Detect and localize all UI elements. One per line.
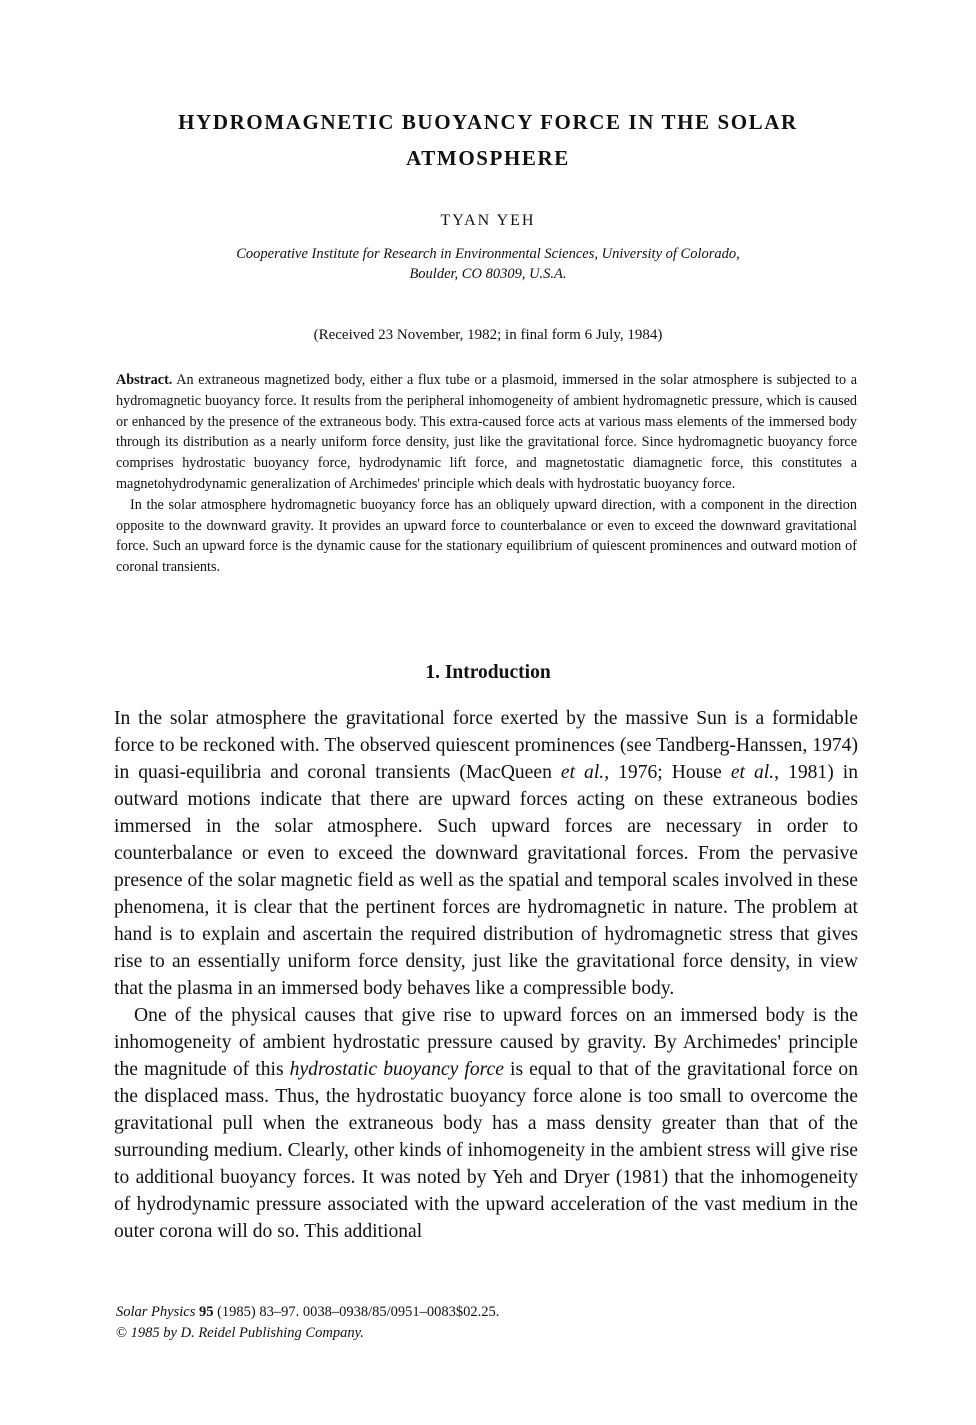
abstract-paragraph-2: In the solar atmosphere hydromagnetic buoyancy force has an obliquely upward direction, with a component in the direction opposite to the downward gravity. It provides an upward force to counterbalance or even to exceed the downward gravitational force. Such an upward force is the dynamic cause for the stationary equilibrium of quiescent prominences and outward motion of coronal transients. [116, 496, 857, 576]
author-affiliation [150, 244, 826, 284]
body-text-italic: hydrostatic buoyancy force [289, 1059, 504, 1080]
introduction-body [114, 705, 858, 1245]
author-name: TYAN YEH [440, 212, 536, 229]
abstract [116, 370, 857, 578]
body-text-segment: One of the physical causes that give rise to upward forces on an immersed body is the inhomogeneity of ambient hydrostatic pressure caused by gravity. By Archimedes' principle the magnitude of this [114, 1005, 858, 1080]
body-text-segment: is equal to that of the gravitational force on the displaced mass. Thus, the hydrostatic buoyancy force alone is too small to overcome the gravitational pull when the extraneous body has a mass density greater than that of the surrounding medium. Clearly, other kinds of inhomogeneity in the ambient stress will give rise to additional buoyancy forces. It was noted by Yeh and Dryer (1981) that the inhomogeneity of hydrodynamic pressure associated with the upward acceleration of the vast medium in the outer corona will do so. This additional [114, 1059, 858, 1242]
body-paragraph-2 [114, 1002, 858, 1245]
page-footer [116, 1302, 716, 1344]
copyright-text: 1985 by D. Reidel Publishing Company. [127, 1325, 364, 1341]
citation-details: (1985) 83–97. 0038–0938/85/0951–0083$02.25. [213, 1304, 500, 1320]
body-paragraph-1 [114, 705, 858, 1002]
paper-title: HYDROMAGNETIC BUOYANCY FORCE IN THE SOLAR ATMOSPHERE [178, 110, 798, 170]
body-text-segment: , 1976; House [604, 762, 731, 783]
section-heading-introduction: 1. Introduction [425, 662, 551, 683]
copyright-line [116, 1323, 716, 1344]
body-text-italic: et al. [730, 762, 775, 783]
journal-name: Solar Physics [116, 1304, 196, 1320]
abstract-paragraph-1 [116, 370, 857, 495]
citation-line [116, 1302, 716, 1323]
body-text-italic: et al. [560, 762, 605, 783]
abstract-label: Abstract. [116, 372, 173, 388]
body-text-segment: , 1981) in outward motions indicate that there are upward forces acting on these extraneous bodies immersed in the solar atmosphere. Such upward forces are necessary in order to counterbalance or even to exceed the downward gravitational forces. From the pervasive presence of the solar magnetic field as well as the spatial and temporal scales involved in these phenomena, it is clear that the pertinent forces are hydromagnetic in nature. The problem at hand is to explain and ascertain the required distribution of hydromagnetic stress that gives rise to an essentially uniform force density, just like the gravitational force density, in view that the plasma in an immersed body behaves like a compressible body. [114, 762, 858, 999]
body-text-segment: In the solar atmosphere the gravitational force exerted by the massive Sun is a formidable force to be reckoned with. The observed quiescent prominences (see Tandberg-Hanssen, 1974) in quasi-equilibria and coronal transients (MacQueen [114, 708, 858, 783]
copyright-symbol: © [116, 1325, 128, 1341]
journal-volume: 95 [198, 1304, 214, 1320]
abstract-text-1: An extraneous magnetized body, either a flux tube or a plasmoid, immersed in the solar atmosphere is subjected to a hydromagnetic buoyancy force. It results from the peripheral inhomogeneity of ambient hydromagnetic pressure, which is caused or enhanced by the presence of the extraneous body. This extra-caused force acts at various mass elements of the immersed body through its distribution as a nearly uniform force density, just like the gravitational force. Since hydromagnetic buoyancy force comprises hydrostatic buoyancy force, hydrodynamic lift force, and magnetostatic diamagnetic force, this constitutes a magnetohydrodynamic generalization of Archimedes' principle which deals with hydrostatic buoyancy force. [116, 372, 857, 492]
affiliation-line-2: Boulder, CO 80309, U.S.A. [409, 266, 567, 282]
received-dates: (Received 23 November, 1982; in final form 6 July, 1984) [313, 327, 663, 343]
affiliation-line-1: Cooperative Institute for Research in Environmental Sciences, University of Colorado, [236, 246, 740, 262]
